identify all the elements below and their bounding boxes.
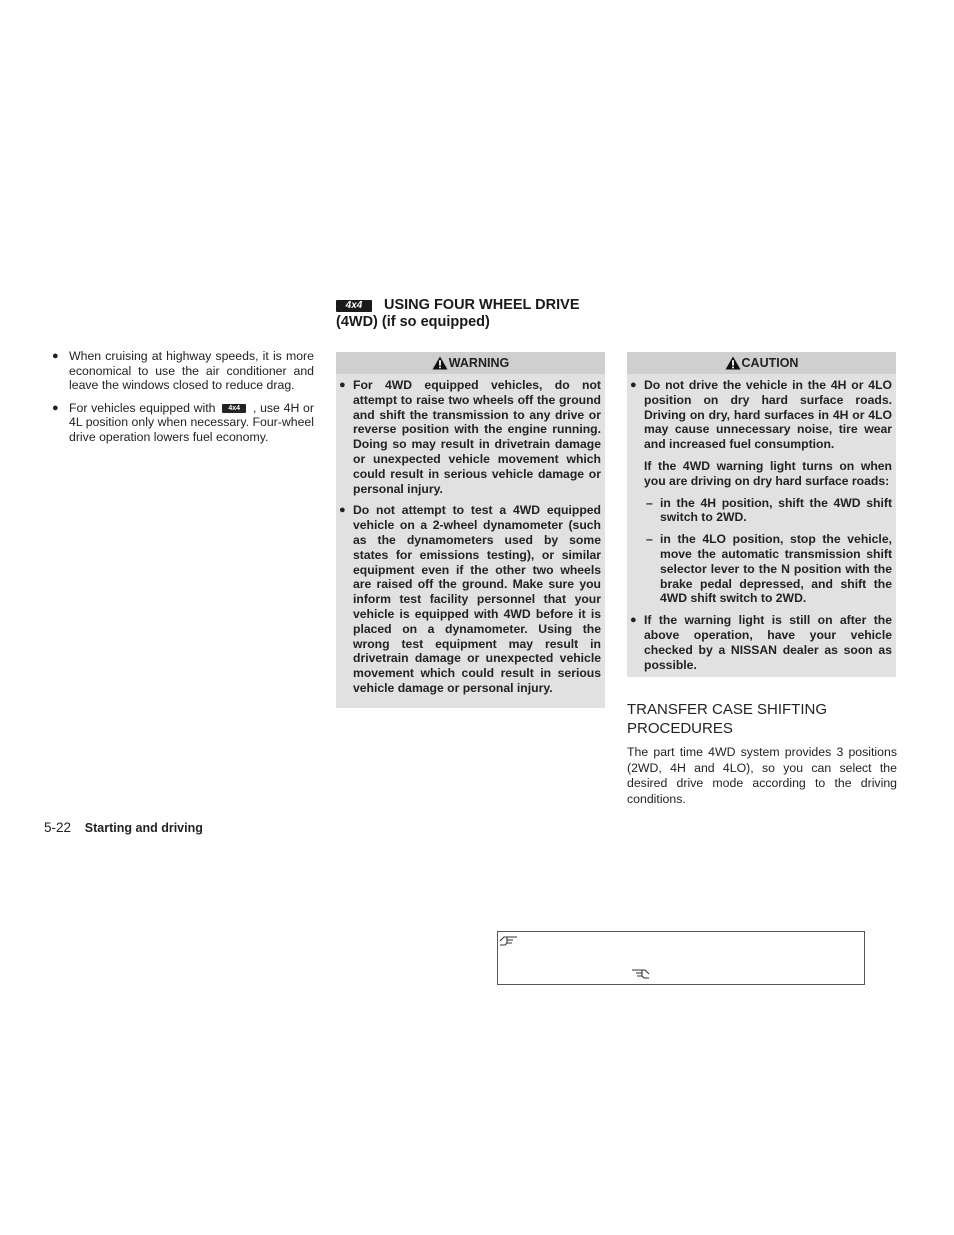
caution-dash-item [630,532,892,606]
warning-item-1-text: For 4WD equipped vehicles, do not attempt to raise two wheels off the ground and shift the transmission to any drive or reverse position with the engine running. Doing so may result in drivetrain damage or unexpected vehicle movement which could result in serious vehicle damage or personal injury. [353,378,601,496]
bullet-icon: ● [339,379,346,391]
caution-dash-1-text: in the 4H position, shift the 4WD shift switch to 2WD. [660,495,892,525]
warning-item [339,503,601,695]
list-item [52,401,314,445]
caution-item-2-text: If the warning light is still on after the above operation, have your vehicle checked by a NISSAN dealer as soon as possible. [644,613,892,672]
bullet-icon: ● [52,401,59,414]
transfer-title-line-1: TRANSFER CASE SHIFTING [627,701,828,718]
section-heading [336,297,626,331]
transfer-section-body: The part time 4WD system provides 3 positions (2WD, 4H and 4LO), so you can select the desired drive mode according to the driving conditions. [627,745,897,806]
left-column [52,349,314,453]
left-bullet-2-text-start: For vehicles equipped with [69,400,216,415]
left-bullet-2-text-end: , use 4H or 4L position only when necessary. Four-wheel drive operation lowers fuel economy. [69,400,314,444]
dash-marker: – [646,495,653,510]
warning-item [339,378,601,496]
warning-item-2-text: Do not attempt to test a 4WD equipped vehicle on a 2-wheel dynamometer (such as the dynamometers used by some states for emissions testing), or similar equipment even if the other two wheels are raised off the ground. Make sure you inform test facility personnel that your vehicle is equipped with 4WD before it is placed on a dynamometer. Using the wrong test equipment may result in drivetrain damage or unexpected vehicle movement which could result in serious vehicle damage or personal injury. [353,503,601,695]
warning-triangle-icon [432,356,448,370]
page-number: 5-22 [44,820,72,835]
pointing-hand-icon [499,933,519,947]
dash-marker: – [646,532,653,547]
warning-title: WARNING [448,356,510,370]
caution-item-1-text: Do not drive the vehicle in the 4H or 4LO position on dry hard surface roads. Driving on dry, hard surfaces in 4H or 4LO may cause unnecessary noise, tire wear and increased fuel consumption. [644,378,892,452]
transfer-section-title [627,700,897,738]
warning-box [336,352,605,708]
bullet-icon: ● [630,614,637,627]
4x4-badge-icon: 4x4 [222,404,246,413]
note-box [497,931,865,985]
caution-title: CAUTION [741,356,799,370]
bullet-icon: ● [52,350,59,362]
caution-paragraph: If the 4WD warning light turns on when you are driving on dry hard surface roads: [644,458,892,488]
warning-header [336,352,605,374]
list-item [52,349,314,393]
page-footer [44,820,203,835]
heading-line-2: (4WD) (if so equipped) [336,314,490,330]
bullet-icon: ● [630,379,637,391]
left-bullet-1-text: When cruising at highway speeds, it is more economical to use the air conditioner and leave the windows closed to reduce drag. [69,349,314,393]
caution-dash-2-text: in the 4LO position, stop the vehicle, move the automatic transmission shift selector lever to the N position with the brake pedal depressed, and shift the 4WD shift switch to 2WD. [660,532,892,606]
caution-dash-item [630,496,892,526]
section-name: Starting and driving [84,821,203,835]
4x4-badge-icon: 4x4 [336,300,372,312]
caution-box [627,352,896,677]
pointing-hand-icon [630,966,650,980]
caution-header [627,352,896,374]
bullet-icon: ● [339,504,346,517]
caution-item [630,613,892,672]
warning-triangle-icon [725,356,741,370]
caution-item [630,378,892,452]
heading-line-1: USING FOUR WHEEL DRIVE [384,297,580,313]
transfer-title-line-2: PROCEDURES [627,720,733,737]
